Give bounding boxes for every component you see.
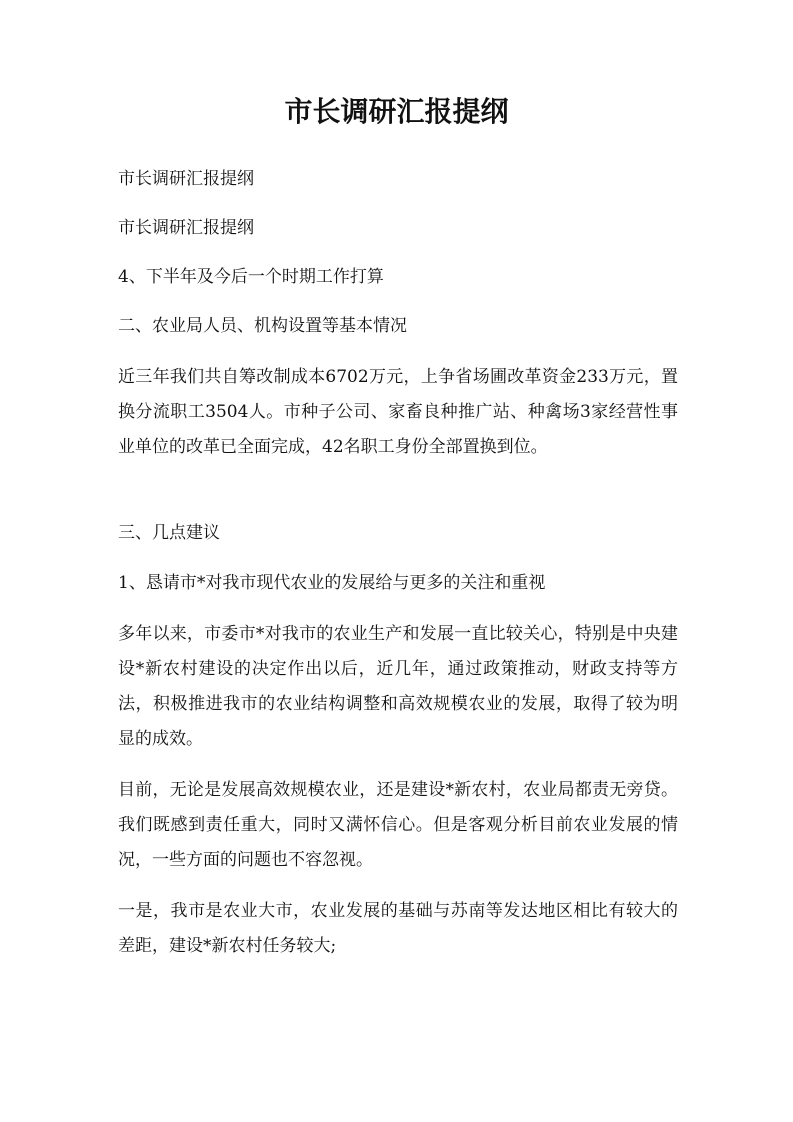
paragraph-heading-2: 二、农业局人员、机构设置等基本情况	[118, 316, 407, 336]
paragraph-heading-3: 三、几点建议	[118, 523, 220, 543]
document-title: 市长调研汇报提纲	[284, 95, 509, 128]
paragraph-reform-costs: 近三年我们共自筹改制成本6702万元，上争省场圃改革资金233万元，置换分流职工3504人。市种子公司、家畜良种推广站、种禽场3家经营性事业单位的改革已全面完成，42名职工身份全部置换到位。	[118, 367, 678, 457]
paragraph-background: 多年以来，市委市*对我市的农业生产和发展一直比较关心，特别是中央建设*新农村建设的决定作出以后，近几年，通过政策推动，财政支持等方法，积极推进我市的农业结构调整和高效规模农业的发展，取得了较为明显的成效。	[118, 624, 678, 749]
paragraph-subtitle-2: 市长调研汇报提纲	[118, 218, 254, 238]
paragraph-current-situation: 目前，无论是发展高效规模农业，还是建设*新农村，农业局都责无旁贷。我们既感到责任重大，同时又满怀信心。但是客观分析目前农业发展的情况，一些方面的问题也不容忽视。	[118, 780, 678, 870]
paragraph-subtitle-1: 市长调研汇报提纲	[118, 169, 254, 189]
paragraph-point-one: 一是，我市是农业大市，农业发展的基础与苏南等发达地区相比有较大的差距，建设*新农村任务较大;	[118, 901, 678, 956]
paragraph-section-4: 4、下半年及今后一个时期工作打算	[118, 267, 384, 287]
paragraph-suggestion-1: 1、恳请市*对我市现代农业的发展给与更多的关注和重视	[118, 573, 546, 593]
